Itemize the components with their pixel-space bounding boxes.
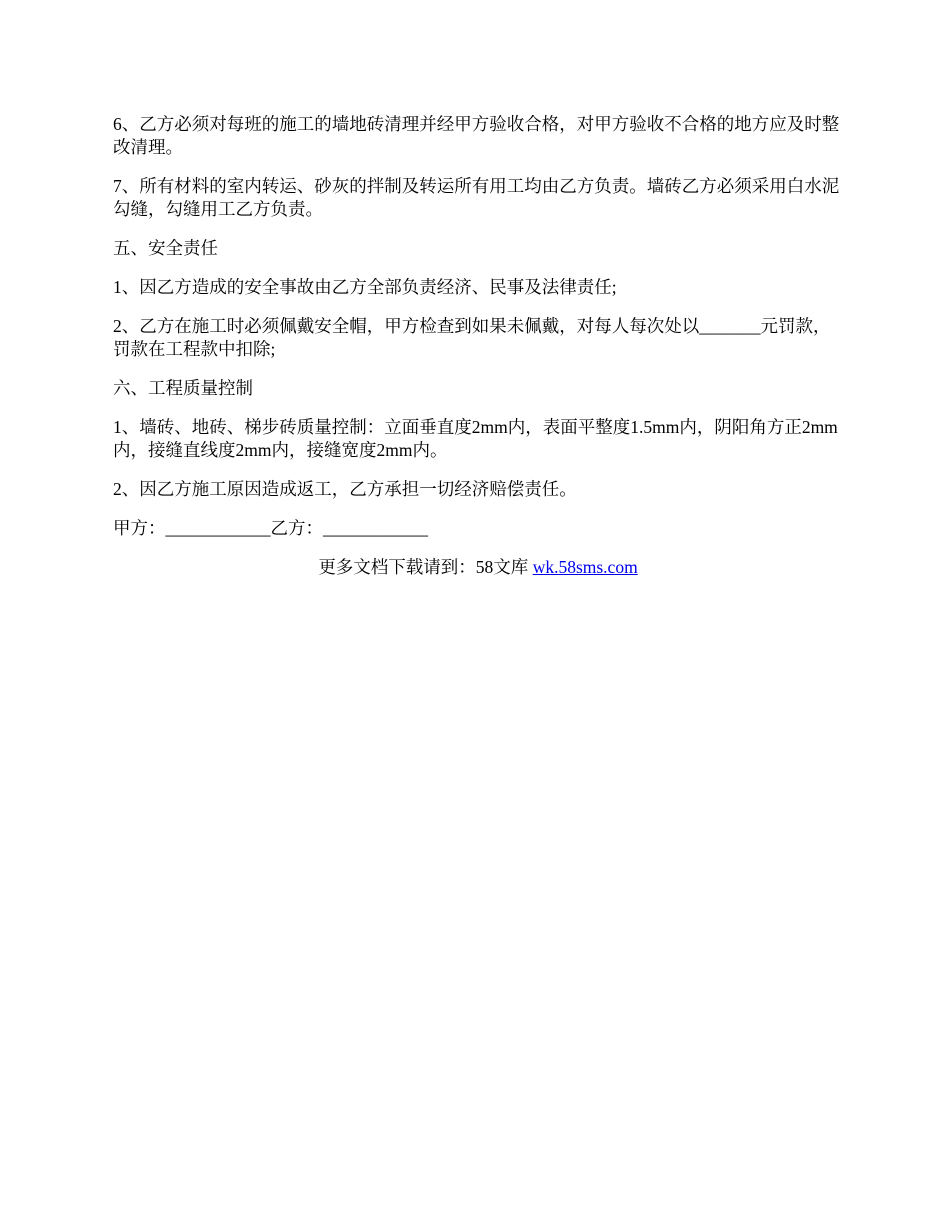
signature-line: 甲方：____________乙方：____________ <box>113 518 428 538</box>
clause-7-paragraph: 7、所有材料的室内转运、砂灰的拌制及转运所有用工均由乙方负责。墙砖乙方必须采用白水泥勾缝，勾缝用工乙方负责。 <box>113 176 840 219</box>
section-heading-quality: 六、工程质量控制 <box>113 378 253 398</box>
section-heading-safety: 五、安全责任 <box>113 238 218 258</box>
safety-clause-1-paragraph: 1、因乙方造成的安全事故由乙方全部负责经济、民事及法律责任; <box>113 277 617 297</box>
document-body <box>113 113 843 579</box>
safety-clause-2-paragraph: 2、乙方在施工时必须佩戴安全帽，甲方检查到如果未佩戴，对每人每次处以_______元罚款，罚款在工程款中扣除; <box>113 316 831 359</box>
clause-6-paragraph: 6、乙方必须对每班的施工的墙地砖清理并经甲方验收合格，对甲方验收不合格的地方应及时整改清理。 <box>113 114 840 157</box>
quality-clause-2-paragraph: 2、因乙方施工原因造成返工，乙方承担一切经济赔偿责任。 <box>113 479 577 499</box>
footer-link[interactable]: wk.58sms.com <box>532 557 638 577</box>
download-footer <box>113 556 843 579</box>
quality-clause-1-paragraph: 1、墙砖、地砖、梯步砖质量控制：立面垂直度2mm内，表面平整度1.5mm内，阴阳角方正2mm内，接缝直线度2mm内，接缝宽度2mm内。 <box>113 417 838 460</box>
footer-text: 更多文档下载请到：58文库 <box>318 557 533 577</box>
